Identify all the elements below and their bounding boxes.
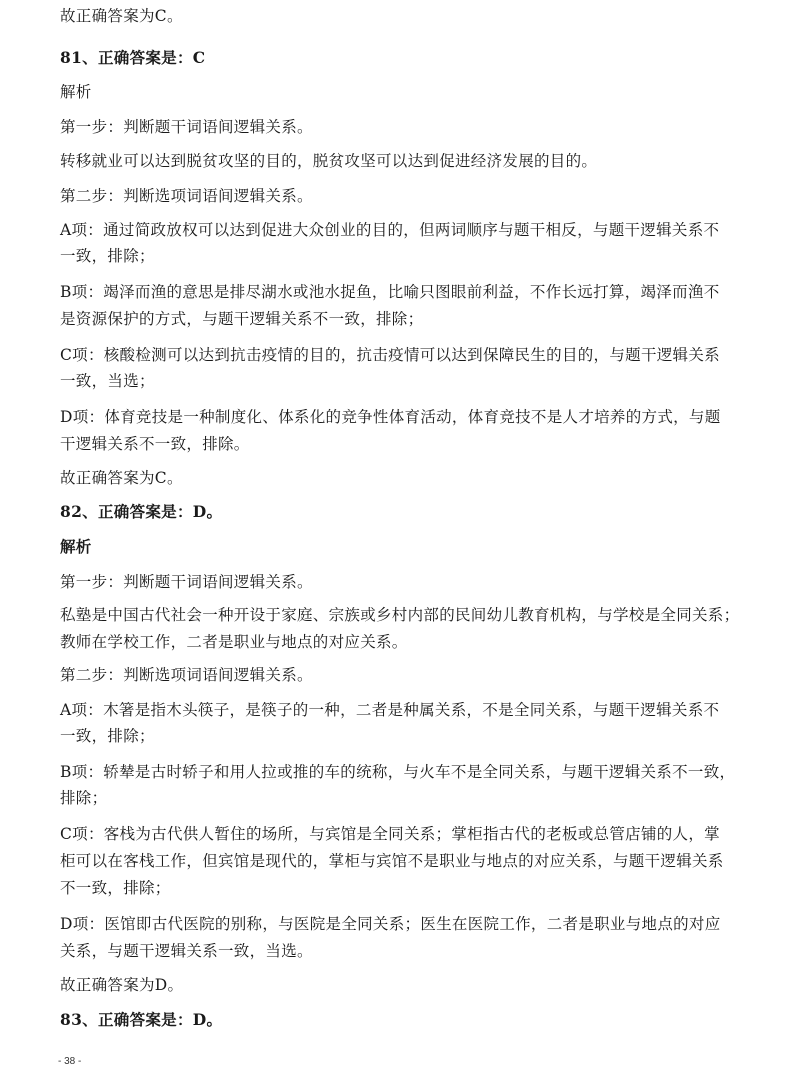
text-line: 转移就业可以达到脱贫攻坚的目的，脱贫攻坚可以达到促进经济发展的目的。 [60, 152, 598, 170]
option-d-line: 干逻辑关系不一致，排除。 [60, 435, 250, 453]
answer-heading-83: 83、正确答案是：D。 [60, 1010, 223, 1029]
text-line: 第一步：判断题干词语间逻辑关系。 [60, 573, 313, 591]
option-a-line: A项：木箸是指木头筷子，是筷子的一种，二者是种属关系，不是全同关系，与题干逻辑关系不 [60, 701, 720, 719]
option-c-line: C项：客栈为古代供人暂住的场所，与宾馆是全同关系；掌柜指古代的老板或总管店铺的人，掌 [60, 825, 720, 843]
text-line: 故正确答案为C。 [60, 7, 183, 25]
option-c-line: 一致，当选； [60, 372, 155, 390]
answer-heading-82: 82、正确答案是：D。 [60, 502, 223, 521]
option-d-line: D项：医馆即古代医院的别称，与医院是全同关系；医生在医院工作，二者是职业与地点的对应 [60, 915, 721, 933]
option-b-line: B项：轿辇是古时轿子和用人拉或推的车的统称，与火车不是全同关系，与题干逻辑关系不一致， [60, 763, 736, 781]
conclusion-line: 故正确答案为D。 [60, 976, 184, 994]
answer-heading-81: 81、正确答案是：C [60, 48, 206, 67]
option-d-line: D项：体育竞技是一种制度化、体系化的竞争性体育活动，体育竞技不是人才培养的方式，与题 [60, 408, 721, 426]
conclusion-line: 故正确答案为C。 [60, 469, 183, 487]
option-c-line: C项：核酸检测可以达到抗击疫情的目的，抗击疫情可以达到保障民生的目的，与题干逻辑关系 [60, 346, 720, 364]
option-a-line: A项：通过简政放权可以达到促进大众创业的目的，但两词顺序与题干相反，与题干逻辑关系不 [60, 221, 720, 239]
option-d-line: 关系，与题干逻辑关系一致，当选。 [60, 942, 313, 960]
option-c-line: 柜可以在客栈工作，但宾馆是现代的，掌柜与宾馆不是职业与地点的对应关系，与题干逻辑关系 [60, 852, 724, 870]
analysis-label: 解析 [60, 83, 92, 101]
option-c-line: 不一致，排除； [60, 879, 171, 897]
text-line: 第二步：判断选项词语间逻辑关系。 [60, 187, 313, 205]
option-a-line: 一致，排除； [60, 247, 155, 265]
text-line: 教师在学校工作，二者是职业与地点的对应关系。 [60, 633, 408, 651]
option-a-line: 一致，排除； [60, 727, 155, 745]
text-line: 私塾是中国古代社会一种开设于家庭、宗族或乡村内部的民间幼儿教育机构，与学校是全同关系； [60, 606, 740, 624]
option-b-line: 排除； [60, 789, 108, 807]
option-b-line: 是资源保护的方式，与题干逻辑关系不一致，排除； [60, 310, 424, 328]
page-number: - 38 - [58, 1056, 82, 1067]
text-line: 第二步：判断选项词语间逻辑关系。 [60, 666, 313, 684]
text-line: 第一步：判断题干词语间逻辑关系。 [60, 118, 313, 136]
analysis-label: 解析 [60, 537, 92, 556]
option-b-line: B项：竭泽而渔的意思是排尽湖水或池水捉鱼，比喻只图眼前利益，不作长远打算，竭泽而渔不 [60, 283, 720, 301]
